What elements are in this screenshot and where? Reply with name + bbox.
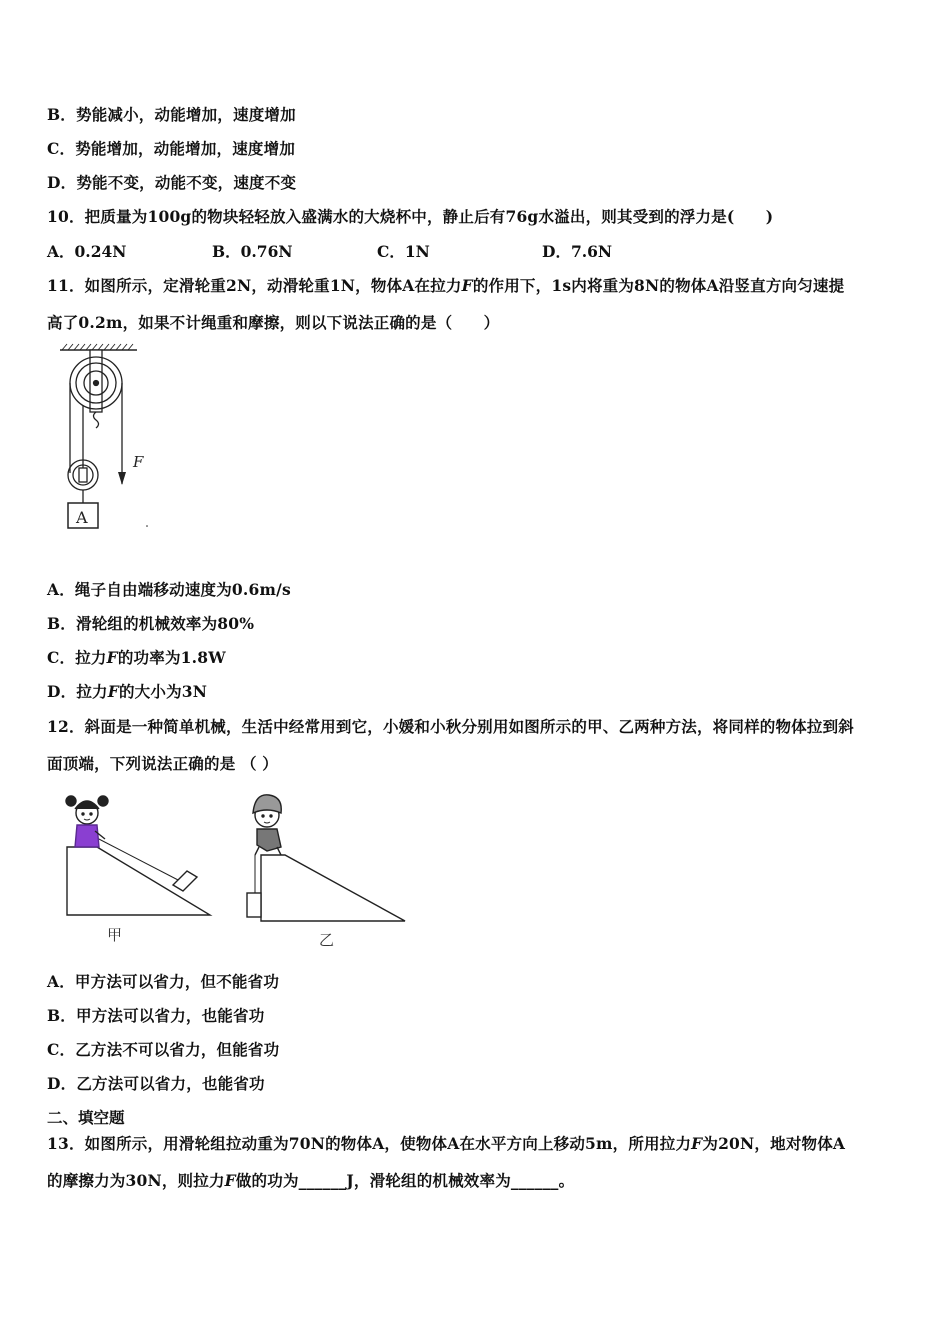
- q13-line2-var: F: [224, 1171, 236, 1190]
- q13-line1-pre: 13．如图所示，用滑轮组拉动重为70N的物体A，使物体A在水平方向上移动5m，所用拉力: [47, 1134, 692, 1153]
- q12-option-c: C．乙方法不可以省力，但能省功: [47, 1040, 280, 1059]
- q11-stem-line1: [47, 274, 844, 296]
- q12-option-a: A．甲方法可以省力，但不能省功: [47, 972, 280, 991]
- q13-line1-var: F: [691, 1134, 703, 1153]
- section-title-fill-in: 二、填空题: [47, 1108, 125, 1127]
- q11-stem-var-f: F: [461, 276, 473, 295]
- q10-option-a: A．0.24N: [47, 242, 127, 261]
- q10-stem: 10．把质量为100g的物块轻轻放入盛满水的大烧杯中，静止后有76g水溢出，则其受到的浮力是( ): [47, 207, 774, 226]
- q9-option-b: B．势能减小，动能增加，速度增加: [47, 105, 296, 124]
- q12-stem-line2: 面顶端，下列说法正确的是 （ ）: [47, 754, 278, 773]
- q11-option-c-pre: C．拉力: [47, 648, 107, 667]
- incline-figure: [55, 785, 415, 950]
- q11-stem-line1-pre: 11．如图所示，定滑轮重2N，动滑轮重1N，物体A在拉力: [47, 276, 462, 295]
- q11-option-d: [47, 680, 207, 702]
- q11-option-d-pre: D．拉力: [47, 682, 108, 701]
- q10-option-b: B．0.76N: [212, 242, 293, 261]
- q11-option-c-var: F: [106, 648, 118, 667]
- q11-stem-line1-post: 的作用下，1s内将重为8N的物体A沿竖直方向匀速提: [472, 276, 845, 295]
- q12-option-b: B．甲方法可以省力，也能省功: [47, 1006, 265, 1025]
- q13-line2: [47, 1169, 574, 1191]
- q12-stem-line1: 12．斜面是一种简单机械，生活中经常用到它，小媛和小秋分别用如图所示的甲、乙两种方法，将同样的物体拉到斜: [47, 717, 854, 736]
- q10-option-d: D．7.6N: [542, 242, 613, 261]
- incline-label-yi: 乙: [319, 931, 335, 949]
- q11-option-b: B．滑轮组的机械效率为80%: [47, 614, 255, 633]
- incline-label-jia: 甲: [107, 926, 123, 944]
- q13-line1: [47, 1132, 845, 1154]
- pulley-system-figure: [55, 340, 165, 535]
- q11-option-d-var: F: [107, 682, 119, 701]
- q9-option-c: C．势能增加，动能增加，速度增加: [47, 139, 296, 158]
- pulley-label-f: F: [133, 453, 144, 471]
- q13-line2-post: 做的功为______J，滑轮组的机械效率为______。: [235, 1171, 575, 1190]
- q13-line2-pre: 的摩擦力为30N，则拉力: [47, 1171, 225, 1190]
- q11-option-c: [47, 646, 226, 668]
- q12-option-d: D．乙方法可以省力，也能省功: [47, 1074, 265, 1093]
- q11-option-a: A．绳子自由端移动速度为0.6m/s: [47, 580, 291, 599]
- pulley-label-a: A: [76, 508, 88, 527]
- q11-option-c-post: 的功率为1.8W: [117, 648, 226, 667]
- q13-line1-post: 为20N，地对物体A: [702, 1134, 846, 1153]
- q11-option-d-post: 的大小为3N: [118, 682, 208, 701]
- q10-option-c: C．1N: [377, 242, 430, 261]
- q11-stem-line2: 高了0.2m，如果不计绳重和摩擦，则以下说法正确的是（ ）: [47, 313, 500, 332]
- q9-option-d: D．势能不变，动能不变，速度不变: [47, 173, 297, 192]
